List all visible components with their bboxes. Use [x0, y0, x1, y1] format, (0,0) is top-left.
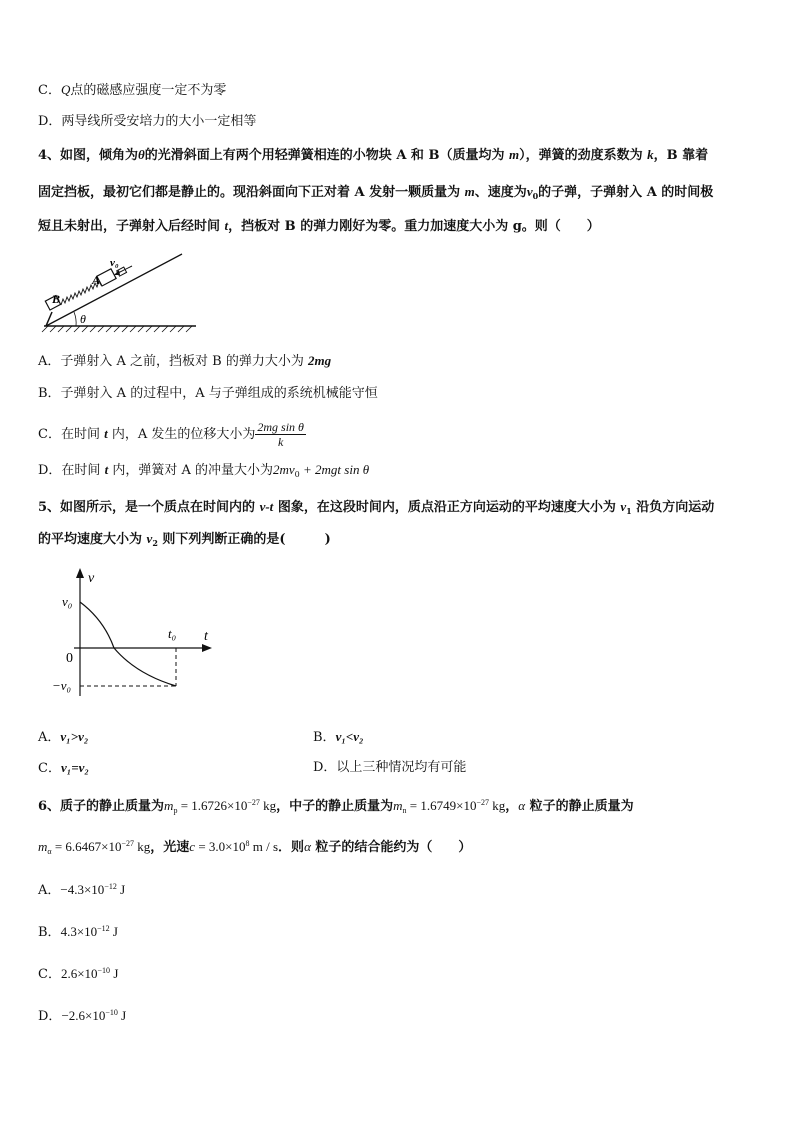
axis-label-t: t [204, 629, 208, 644]
q4-incline-figure [40, 250, 200, 336]
tick-label-t0: t₀ [168, 626, 177, 641]
math-var: Q [60, 82, 71, 97]
theta-label: θ [80, 312, 86, 326]
tick-label-neg-v0: −v₀ [52, 678, 72, 693]
q3-option-d: D．两导线所受安培力的大小一定相等 [38, 114, 257, 129]
q5-stem-line-1: 5、如图所示，是一个质点在时间内的 v-t 图象，在这段时间内，质点沿正方向运动的平均速度大小为 $v_1$ 沿负方向运动 [38, 499, 715, 516]
velocity-curve [80, 602, 176, 686]
q4-option-c: C．在时间 t 内，A 发生的位移大小为 $\frac{\text{2mg sin θ}}{k}$ [38, 420, 304, 449]
q4-option-a: A．子弹射入 A 之前，挡板对 B 的弹力大小为 2mg [38, 353, 332, 369]
option-text: 点的磁感应强度一定不为零 [70, 83, 227, 98]
q4-option-b: B．子弹射入 A 的过程中，A 与子弹组成的系统机械能守恒 [38, 386, 378, 401]
q5-stem-line-2: 的平均速度大小为 $v_2$ 则下列判断正确的是( ) [38, 531, 331, 548]
q4-option-d: D．在时间 t 内，弹簧对 A 的冲量大小为$2mv_0 + 2mgt$ sin θ [38, 462, 370, 479]
q5-option-b: B．v₁<v₂ [313, 729, 364, 745]
v0-label: v₀ [110, 257, 119, 269]
q4-stem-line-2: 固定挡板，最初它们都是静止的。现沿斜面向下正对着 A 发射一颗质量为 m、速度为$v_0$的子弹，子弹射入 A 的时间极 [38, 184, 714, 201]
q6-stem-line-2: $m_\alpha = 6.6467\times 10^{-27}$ kg，光速$c = 3.0\times 10^8$ m / s．则α 粒子的结合能约为（ ） [38, 839, 472, 856]
q4-stem-line-3: 短且未射出，子弹射入后经时间 t，挡板对 B 的弹力刚好为零。重力加速度大小为 g。则（ ） [38, 218, 600, 234]
q3-option-c [38, 80, 226, 101]
q5-option-d: D．以上三种情况均有可能 [313, 760, 467, 775]
option-label: C． [38, 83, 61, 98]
q5-option-a: A．v₁>v₂ [38, 729, 89, 745]
axis-label-v: v [88, 571, 95, 586]
q6-option-c: C．$2.6\times 10^{-10}$ J [38, 966, 119, 982]
q5-option-c: C．v₁=v₂ [38, 760, 89, 776]
origin-label: 0 [66, 651, 73, 666]
fraction: $\frac{\text{2mg sin θ}}{k}$ [257, 420, 304, 449]
q5-vt-graph [44, 564, 220, 698]
q6-option-d: D．$-2.6\times 10^{-10}$ J [38, 1008, 127, 1024]
q6-option-b: B．$4.3\times 10^{-12}$ J [38, 924, 118, 940]
q4-stem-line-1: 4、如图，倾角为θ的光滑斜面上有两个用轻弹簧相连的小物块 A 和 B（质量均为 m），弹簧的劲度系数为 k，B 靠着 [38, 147, 709, 163]
q6-option-a: A．$-4.3\times 10^{-12}$ J [38, 882, 126, 898]
block-a-label: A [92, 273, 101, 287]
tick-label-v0: v₀ [62, 594, 73, 609]
block-b-label: B [52, 292, 61, 306]
q6-stem-line-1: 6、质子的静止质量为$m_p = 1.6726\times 10^{-27}$ kg，中子的静止质量为$m_n = 1.6749\times 10^{-27}$ kg，α 粒子的静止质量为 [38, 798, 634, 815]
